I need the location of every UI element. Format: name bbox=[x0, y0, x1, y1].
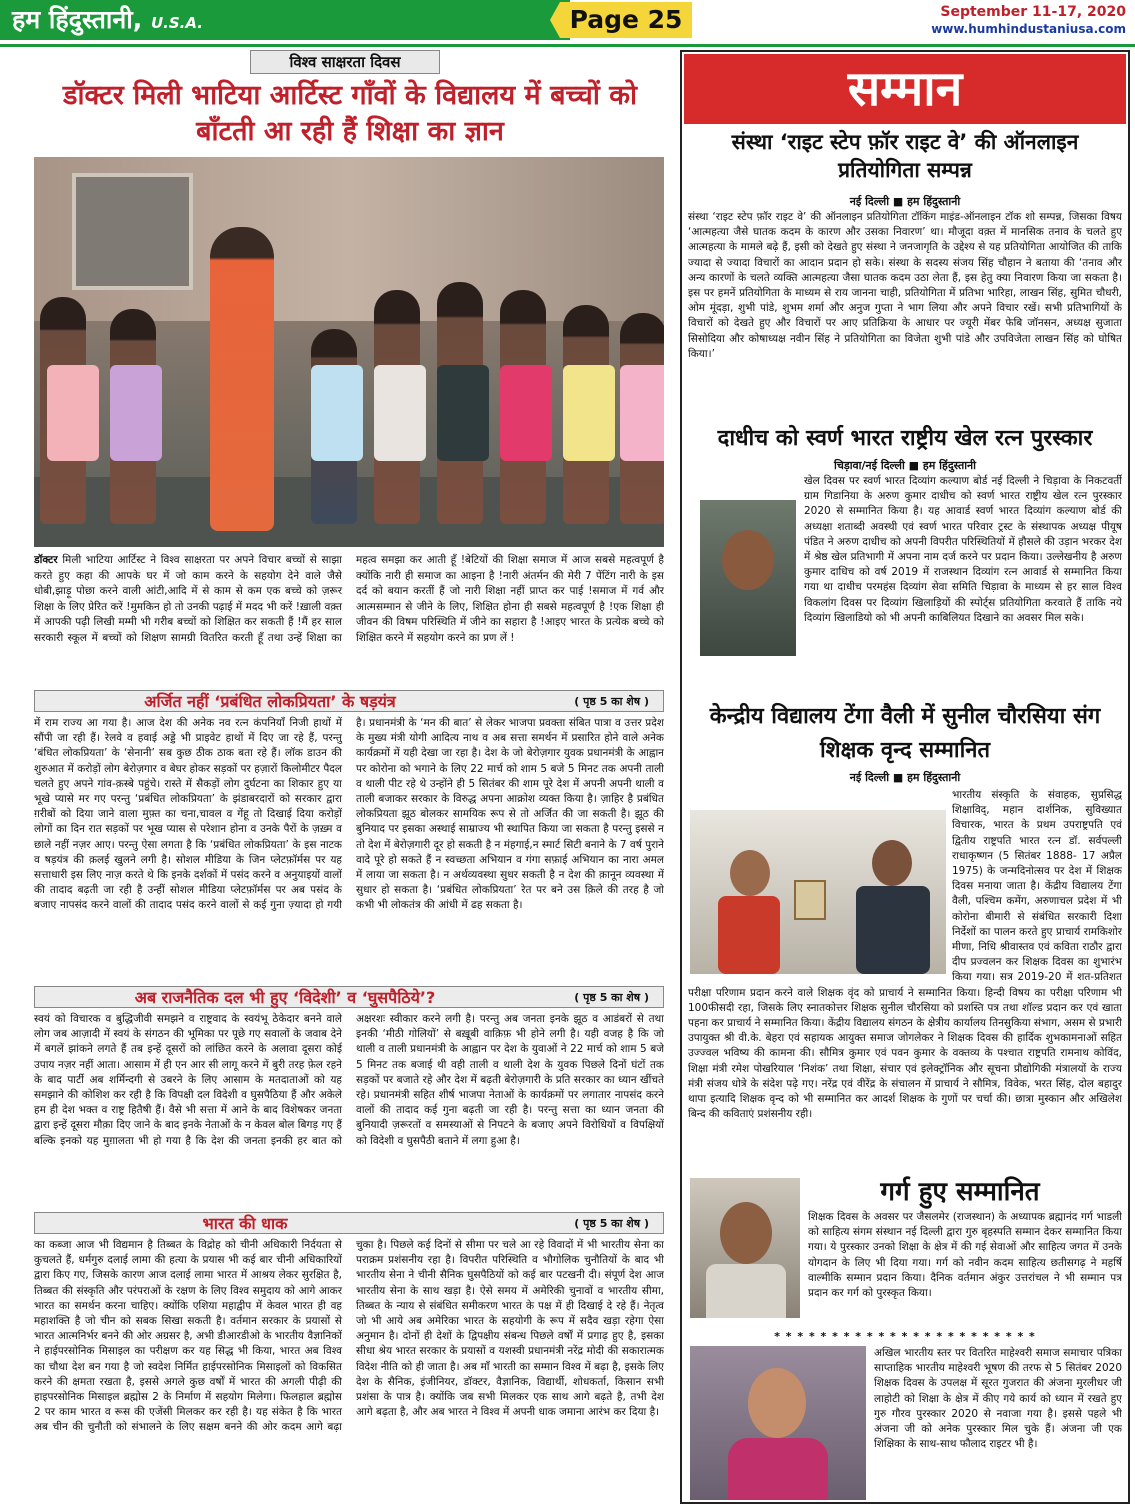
photo-face bbox=[720, 1202, 772, 1264]
story-dateline: नई दिल्ली ■ हम हिंदुस्तानी bbox=[849, 195, 961, 208]
samman-banner: सम्मान bbox=[684, 54, 1126, 124]
section-body: का कब्जा आज भी विद्यमान है तिब्बत के विद्रोह को चीनी अधिकारी निर्दयता से कुचलते हैं, धर्मगुरु दलाई लामा की हत्या के प्रयास भी कई बार चीनी अधिकारियों द्वारा किए गए, जिसके कारण आज दलाई लामा भारत में आश्रय लेकर सुरक्षित है, तिब्बत की संस्कृति और परंपराओं के रक्षण के लिए विश्व समुदाय को आगे आकर भारत का समर्थन करना चाहिए। क्योंकि एशिया महाद्वीप में केवल भारत ही वह महाशक्ति है जो चीन को सबक सिखा सकती है। वर्तमान सरकार के प्रयासों से भारत आत्मनिर्भर बनने की ओर अग्रसर है, अभी डीआरडीओ के भारतीय वैज्ञानिकों ने हाईपरसोनिक मिसाइल का परीक्षण कर यह सिद्ध भी किया, भारत अब विश्व का चौथा देश बन गया है जो स्वदेश निर्मित हाईपरसोनिक मिसाइलों को विकसित करने की क्षमता रखता है, इससे अगले कुछ वर्षों में भारत की अगली पीढ़ी की हाइपरसोनिक मिसाइल ब्रह्मोस 2 के निर्माण में सहयोग मिलेगा। फिलहाल ब्रह्मोस 2 पर काम भारत व रूस की एजेंसी मिलकर कर रही है। यह संकेत है कि भारत अब चीन की चुनौती को संभालने के लिए सक्षम बनने की ओर कदम आगे बढ़ा चुका है। पिछले कई दिनों से सीमा पर चले आ रहे विवादों में भी भारतीय सेना का पराक्रम प्रशंसनीय रहा है। विपरीत परिस्थिति व भौगोलिक चुनौतियों के बाद भी भारतीय सेना ने चीनी सैनिक घुसपैठियों को कई बार पटखनी दी। संपूर्ण देश आज भारतीय सेना के साथ खड़ा है। ऐसे समय में अमेरिकी चुनावों व भारतीय सीमा, तिब्बत के न्याय से संबंधित समीकरण भारत के पक्ष में ही दिखाई दे रहे हैं। नेतृत्व जो भी आये अब अमेरिका भारत के सहयोगी के रूप में सदैव खड़ा रहेगा ऐसा अनुमान है। दोनों ही देशों के द्विपक्षीय संबन्ध पिछले वर्षों में प्रगाढ़ हुए है, इसका सीधा श्रेय भारत सरकार के प्रयासों व यशस्वी प्रधानमंत्री नरेंद्र मोदी की सकारात्मक विदेश नीति को ही जाता है। अब माँ भारती का सम्मान विश्व में बढ़ा है, इसके लिए देश के सैनिक, इंजीनियर, डॉक्टर, वैज्ञानिक, विद्यार्थी, शोधकर्ता, किसान सभी प्रशंसा के पात्र है। क्योंकि जब सभी मिलकर एक साथ आगे बढ़ते है, तभी देश आगे बढ़ता है, और अब भारत ने विश्व में अपनी धाक जमाना आरंभ कर दिया है। bbox=[34, 1239, 664, 1434]
photo-window bbox=[72, 173, 193, 290]
section-title: भारत की धाक bbox=[202, 1214, 288, 1233]
page-number: Page 25 bbox=[560, 2, 692, 38]
photo-dress bbox=[563, 365, 615, 461]
section-title: अर्जित नहीं ‘प्रबंधित लोकप्रियता’ के षड़यंत्र bbox=[144, 692, 396, 711]
masthead-sub: U.S.A. bbox=[150, 14, 203, 32]
story-body-text: भारतीय संस्कृति के संवाहक, सुप्रसिद्ध शिक्षाविद्, महान दार्शनिक, सुविख्यात विचारक, भारत के प्रथम उपराष्ट्रपति एवं द्वितीय राष्ट्रपति भारत रत्न डॉ. सर्वपल्ली राधाकृष्णन (5 सितंबर 1888- 17 अप्रैल 1975) के जन्मदिनोत्सव पर देश में शिक्षक दिवस मनाया जाता है। केंद्रीय विद्यालय टेंगा वैली, पश्चिम कमेंग, अरुणाचल प्रदेश में भी कोरोना बीमारी से संबंधित सरकारी दिशा निर्देशों का पालन करते हुए प्राचार्य रामकिशोर मीणा, निधि श्रीवास्तव एवं कविता राठौर द्वारा दीप प्रज्वलन कर शिक्षक दिवस का शुभारंभ किया गया। सत्र 2019-20 में शत-प्रतिशत परीक्षा परिणाम प्रदान करने वाले शिक्षक वृंद को प्राचार्य ने सम्मानित किया। हिन्दी विषय का परीक्षा परिणाम भी 100फीसदी रहा, जिसके लिए स्नातकोत्तर शिक्षक सुनील चौरसिया को प्रशस्ति पत्र तथा शॉल्ड प्रदान कर एवं खाता पहना कर प्राचार्य ने सम्मानित किया। केंद्रीय विद्यालय संगठन के क्षेत्रीय कार्यालय तिनसुकिया संभाग, असम से प्रभारी उपायुक्त श्री वी.के. बेहरा एवं सहायक आयुक्त समाज जोगलेकर ने शिक्षक दिवस की हार्दिक शुभकामनाओं सहित उज्ज्वल भविष्य की कामना की। सौमित्र कुमार एवं पवन कुमार के वक्तव्य के पश्चात राष्ट्रपति रामनाथ कोविंद, शिक्षा मंत्री रमेश पोखरियाल ‘निशंक’ तथा शिक्षा, संचार एवं इलेक्ट्रॉनिक और सूचना प्रौद्योगिकी मंत्रालयों के राज्य मंत्री संजय धोत्रे के संदेश पढ़े गए। नरेंद्र एवं वीरेंद्र के संचालन में प्राचार्य ने सौमित्र, विवेक, भरत सिंह, दोल बहादुर थापा इत्यादि शिक्षक वृन्द को भी सम्मानित कर आदर्श शिक्षक के गुणों पर चर्चा की। छात्रा मुस्कान और अखिलेश बिन्द की कविताएं प्रशंसनीय रही। bbox=[688, 789, 1122, 1121]
photo-dress bbox=[500, 365, 552, 461]
lead-body bbox=[34, 553, 664, 683]
continued-note: ( पृष्ठ 5 का शेष ) bbox=[574, 991, 649, 1004]
story-body-text: खेल दिवस पर स्वर्ण भारत दिव्यांग कल्याण बोर्ड नई दिल्ली ने चिड़ावा के निकटवर्ती ग्राम गिडानिया के अरुण कुमार दाधीच को स्वर्ण भारत राष्ट्रीय खेल रत्न पुरस्कार 2020 से सम्मानित किया है। यह आवार्ड स्वर्ण भारत दिव्यांग कल्याण बोर्ड की अध्यक्षा शताब्दी अवस्थी एवं स्वर्ण भारत परिवार ट्रस्ट के संस्थापक अध्यक्ष पीयूष पंडित ने अरुण दाधीच को अपनी विपरीत परिस्थितियों में हौसले की उड़ान भरकर देश में श्रेष्ठ खेल प्रतिभागी में अपना नाम दर्ज करने पर प्रदान किया। उल्लेखनीय है अरुण कुमार दाधिच को वर्ष 2019 में राजस्थान दिव्यांग रत्न आवार्ड से सम्मानित किया गया था दाधीच परमहंस दिव्यांग सेवा समिति चिड़ावा के माध्यम से हर साल विश्व विकलांग दिवस पर दिव्यांग खिलाड़ियों की स्पोर्ट्स प्रतियोगिता करवाते हैं ताकि नये दिव्यांग खिलाडियो को भी अपनी काबिलियत दिखाने का अवसर मिल सके। bbox=[804, 475, 1122, 624]
section-bar bbox=[34, 1212, 664, 1234]
section-bar bbox=[34, 690, 664, 712]
photo-face bbox=[748, 1368, 806, 1438]
garg-photo bbox=[690, 1178, 800, 1318]
lead-body-text: मिली भाटिया आर्टिस्ट ने विश्व साक्षरता पर अपने विचार बच्चों से साझा करते हुए कहा की आपके घर में जो काम करने के सहयोग देने वाले जैसे धोबी,झाड़ू पोछा करने वाली आंटी,आदि में से काम से कम एक बच्चे को ज़रूर शिक्षा के लिए प्रेरित करें !मुमकिन हो तो उनकी पढ़ाई में मदद भी करें !ख़ाली वक़्त में आपकी पढ़ी लिखी मम्मी भी गरीब बच्चों को शिक्षित कर सकती हैं !मैं हर साल सरकारी स्कूल में बच्चों को शिक्षण सामग्री वितरित करती हूँ तथा उन्हें शिक्षा का महत्व समझा कर आती हूँ !बेटियों की शिक्षा समाज में आज सबसे महत्वपूर्ण है क्योंकि नारी ही समाज का आइना है !नारी अंतर्मन की मेरी 7 पेंटिंग नारी के इस दर्द को बयान करतीं हैं जो नारी शिक्षा नहीं प्राप्त कर पाई !समाज में गर्व और आत्मसम्मान से जीने के लिए, शिक्षित होना ही सबसे महत्वपूर्ण है !एक शिक्षा ही जीवन की विषम परिस्थिति में जीने का सहारा है !आइए भारत के प्रत्येक बच्चे को शिक्षित करने में सहयोग करने का प्रण लें ! bbox=[34, 554, 664, 644]
story-headline: संस्था ‘राइट स्टेप फ़ॉर राइट वे’ की ऑनलाइन प्रतियोगिता सम्पन्न bbox=[731, 130, 1079, 182]
story-body bbox=[688, 788, 1122, 1176]
story-separator: * * * * * * * * * * * * * * * * * * * * * * * bbox=[774, 1330, 1036, 1343]
website-link[interactable]: www.humhindustaniusa.com bbox=[931, 22, 1126, 36]
text-wrap-spacer bbox=[688, 474, 804, 662]
photo-teacher-figure bbox=[210, 227, 274, 531]
section-bar bbox=[34, 986, 664, 1008]
photo-dress bbox=[437, 365, 489, 461]
story-dateline: नई दिल्ली ■ हम हिंदुस्तानी bbox=[849, 771, 961, 784]
header-divider bbox=[0, 44, 1135, 47]
text-wrap-spacer bbox=[688, 788, 952, 972]
section-body: में राम राज्य आ गया है। आज देश की अनेक नव रत्न कंपनियाँ निजी हाथों में सौंपी जा रही हैं। रेलवे व हवाई अड्डे भी प्राइवेट हाथों में दिए जा रहे हैं, परन्तु ‘बंधित लोकप्रियता’ के ‘सेनानी’ सब कुछ ठीक ठाक बता रहे हैं। लॉक डाउन की शुरुआत में करोड़ों लोग बेरोज़गार व बेघर होकर सड़कों पर हज़ारों किलोमीटर पैदल चलते हुए अपने गांव-क़स्बे पहुंचे। रास्ते में सैकड़ों लोग दुर्घटना का शिकार हुए या भूखे प्यासे मर गए परन्तु ‘प्रबंधित लोकप्रियता’ के झंडाबरदारों को सरकार द्वारा ग़रीबों को दिया जाने वाला मुफ़्त का चना,चावल व गेंहू तो दिखाई दिया करोड़ों लोगों का दिन रात सड़कों पर भूख प्यास से परेशान होना व उनके पैरों के ज़ख़्म व छाले नहीं नज़र आए। परन्तु ऐसा लगता है कि ‘प्रबंधित लोकप्रियता’ के इस नाटक व षड़यंत्र की क़लई खुलने लगी है। सोशल मीडिया के जिन प्लेटफ़ॉर्मस पर यह सत्ताधारी इस लिए नाज़ करते थे कि इनके दर्शकों में पसंद करने व अनुयाइयों वालों की तादाद बढ़ती जा रही है उन्हीं सोशल मीडिया प्लेटफ़ॉर्मस पर अब पसंद के बजाए नापसंद करने वालों की तादाद पसंद करने वालों से कई गुना ज़्यादा हो गयी है। प्रधानमंत्री के ‘मन की बात’ से लेकर भाजपा प्रवक्ता संबित पात्रा व उत्तर प्रदेश के मुख्य मंत्री योगी आदित्य नाथ व अब सत्ता समर्थन में प्रसारित होने वाले अनेक कार्यक्रमों में यही देखा जा रहा है। देश के जो बेरोज़गार युवक प्रधानमंत्री के आह्वान पर कोरोना को भगाने के लिए 22 मार्च को शाम 5 बजे 5 मिनट तक अपनी ताली व थाली पीट रहे थे उन्होंने ही 5 सितंबर की शाम पूरे देश में अपनी अपनी थाली व ताली बजाकर सरकार के विरुद्ध अपना आक्रोश व्यक्त किया है। ज़ाहिर है प्रबंधित लोकप्रियता झूठ बोलकर सामयिक रूप से तो अर्जित की जा सकती है। झूठ की बुनियाद पर इसका अस्थाई साम्राज्य भी स्थापित किया जा सकता है परन्तु इससे न तो देश में बेरोज़गारी दूर हो सकती है न मंहगाई,न स्मार्ट सिटी बनाने के 7 वर्ष पुराने वादे पूरे हो सकते हैं न स्वच्छता अभियान व गंगा सफ़ाई अभियान का नारा अमल में लाया जा सकता है। न अर्थव्यवस्था सुधर सकती है न देश की क़ानून व्यवस्था में सुधार हो सकता है। ‘प्रबंधित लोकप्रियता’ रेत पर बने उस क़िले की तरह है जो कभी भी लोकतंत्र की आंधी में ढह सकता है। bbox=[34, 717, 664, 912]
story-body: संस्था ‘राइट स्टेप फ़ॉर राइट वे’ की ऑनलाइन प्रतियोगिता टॉकिंग माइंड-ऑनलाइन टॉक शो सम्पन्न, जिसका विषय ‘आत्महत्या जैसे घातक कदम के कारण और उसका निवारण’ था। मौजूदा वक़्त में मानसिक तनाव के चलते हुए आत्महत्या के मामले बढ़े हैं, इसी को देखते हुए संस्था ने जनजागृति के उद्देश्य से यह प्रतियोगिता आयोजित की ताकि ज्यादा से ज्यादा विचारों का आदान प्रदान हो सके। संस्था के सदस्य संजय सिंह चौहान ने बताया की ‘तनाव और अन्य कारणों के चलते व्यक्ति आत्महत्या जैसा घातक कदम उठा लेता हैं, इस हेतु क्या निवारण किया जा सकता है। इस पर हमनें प्रतियोगिता के माध्यम से राय जानना चाही, प्रतियोगिता में प्रतिभा भारिहा, लाखन सिंह, सुमित चौधरी, ओम मूंदड़ा, शुभी पांडे, शुभम शर्मा और अनुज गुप्ता ने भाग लिया और अपने विचार रखें। सभी प्रतिभागियों के विचारों को देखते हुए और विचारों पर आए प्रतिक्रिया के आधार पर ज्यूरी मेंबर फेबि जॉनसन, अध्यक्ष सुजाता सिसोदिया और कोषाध्यक्ष नवीन सिंह ने प्रतियोगिता का विजेता शुभी पांडे और उपविजेता लाखन सिंह को घोषित किया।’ bbox=[688, 211, 1122, 360]
photo-dress bbox=[47, 365, 99, 461]
photo-saree bbox=[728, 1438, 828, 1500]
continued-note: ( पृष्ठ 5 का शेष ) bbox=[574, 1217, 649, 1230]
lead-kicker: विश्व साक्षरता दिवस bbox=[250, 50, 440, 74]
photo-dress bbox=[110, 365, 162, 461]
story-dateline: चिड़ावा/नई दिल्ली ■ हम हिंदुस्तानी bbox=[833, 459, 977, 472]
story-body: अखिल भारतीय स्तर पर वितरित माहेश्वरी समाज समाचार पत्रिका साप्ताहिक भारतीय माहेश्वरी भूषण की तरफ से 5 सितंबर 2020 शिक्षक दिवस के उपलक्ष में सूरत गुजरात की अंजना मुरलीधर जी लाहोटी को शिक्षा के क्षेत्र में कीए गये कार्य को ध्यान में रखते हुए गुरु गौरव पुरस्कार 2020 से नवाजा गया है। इससे पहले भी अंजना जी को अनेक पुरस्कार मिल चुके हैं। अंजना जी एक शिक्षिका के साथ-साथ फौलाद राइटर भी है। bbox=[874, 1347, 1122, 1451]
anjana-photo bbox=[690, 1346, 866, 1500]
lead-photo bbox=[34, 157, 664, 547]
story-headline: केन्द्रीय विद्यालय टेंगा वैली में सुनील चौरसिया संग शिक्षक वृन्द सम्मानित bbox=[709, 704, 1101, 763]
masthead-title: हम हिंदुस्तानी, bbox=[12, 5, 143, 34]
lead-headline: डॉक्टर मिली भाटिया आर्टिस्ट गाँवों के विद्यालय में बच्चों को बाँटती आ रही हैं शिक्षा का ज्ञान bbox=[63, 80, 637, 147]
lead-first-word: डॉक्टर bbox=[34, 554, 58, 566]
story-body: शिक्षक दिवस के अवसर पर जैसलमेर (राजस्थान) के अध्यापक ब्रह्मानंद गर्ग भाडली को साहित्य संगम संस्थान नई दिल्ली द्वारा गुरु बृहस्पति सम्मान देकर सम्मानित किया गया। ये पुरस्कार उनको शिक्षा के क्षेत्र में की गई सेवाओं और साहित्य जगत में उनके योगदान के लिए भी दिया गया। गर्ग को नवीन कदम साहित्य छतीसगढ़ ने महर्षि वाल्मीकि सम्मान प्रदान किया। दैनिक वर्तमान अंकुर उत्तरांचल ने भी सम्मान पत्र प्रदान कर गर्ग को पुरस्कृत किया। bbox=[808, 1211, 1122, 1300]
story-body bbox=[688, 474, 1122, 696]
story-headline: गर्ग हुए सम्मानित bbox=[880, 1177, 1040, 1207]
section-title: अब राजनैतिक दल भी हुए ‘विदेशी’ व ‘घुसपैठिये’? bbox=[134, 988, 436, 1007]
issue-date: September 11-17, 2020 bbox=[940, 4, 1126, 20]
continued-note: ( पृष्ठ 5 का शेष ) bbox=[574, 695, 649, 708]
story-headline: दाधीच को स्वर्ण भारत राष्ट्रीय खेल रत्न पुरस्कार bbox=[717, 426, 1093, 451]
section-body: स्वयं को विचारक व बुद्धिजीवी समझने व राष्ट्रवाद के स्वयंभू ठेकेदार बनने वाले लोग जब आज़ादी में स्वयं के संगठन की भूमिका पर पूछे गए सवालों के जवाब देने में बगलें झांकने लगते हैं तब इन्हें दूसरों को लांछित करने के अलावा दूसरा कोई उपाय नज़र नहीं आता। आसाम में ही एन आर सी लागू करने में बुरी तरह फ़ेल रहने के बाद पार्टी अब शर्मिन्दगी से उबरने के लिए आसाम के मतदाताओं को यह समझाने की कोशिश कर रही है कि विपक्षी दल विदेशी व घुसपैठिया हैं और अकेले हम ही देश भक्त व राष्ट्र हितैषी हैं। वैसे भी सत्ता में आने के बाद विशेषकर जनता द्वारा इन्हें दूसरा मौक़ा दिए जाने के बाद इनके नेताओं के न केवल बोल बिगड़ गए हैं बल्कि इनको यह मुग़ालता भी हो गया है कि देश की जनता इनकी हर बात को अक्षरशः स्वीकार करने लगी है। परन्तु अब जनता इनके झूठ व आडंबरों से तथा इनकी ‘मीठी गोलियों’ से बख़ूबी वाक़िफ़ भी होने लगी है। यही वजह है कि जो थाली व ताली प्रधानमंत्री के आह्वान पर देश के युवाओं ने 22 मार्च को शाम 5 बजे 5 मिनट तक बजाई थी वही ताली व थाली देश के युवक पिछले दिनों घंटों तक सड़कों पर बजाते रहे और देश में बढ़ती बेरोज़गारी के प्रति सरकार का ध्यान खींचते रहे। प्रधानमंत्री सहित शीर्ष भाजपा नेताओं के कार्यक्रमों पर लगातार नापसंद करने वालों की तादाद कई गुना बढ़ती जा रही है। परन्तु सत्ता का ध्यान जनता की बुनियादी ज़रूरतों व समस्याओं से निपटने के बजाए अपने विरोधियों व विपक्षियों को विदेशी व घुसपैठी बताने में लगा हुआ है। bbox=[34, 1013, 664, 1147]
masthead bbox=[0, 0, 570, 40]
photo-dress bbox=[311, 365, 363, 461]
photo-dress bbox=[374, 365, 426, 461]
photo-dress bbox=[620, 365, 664, 461]
photo-shirt bbox=[706, 1264, 786, 1318]
